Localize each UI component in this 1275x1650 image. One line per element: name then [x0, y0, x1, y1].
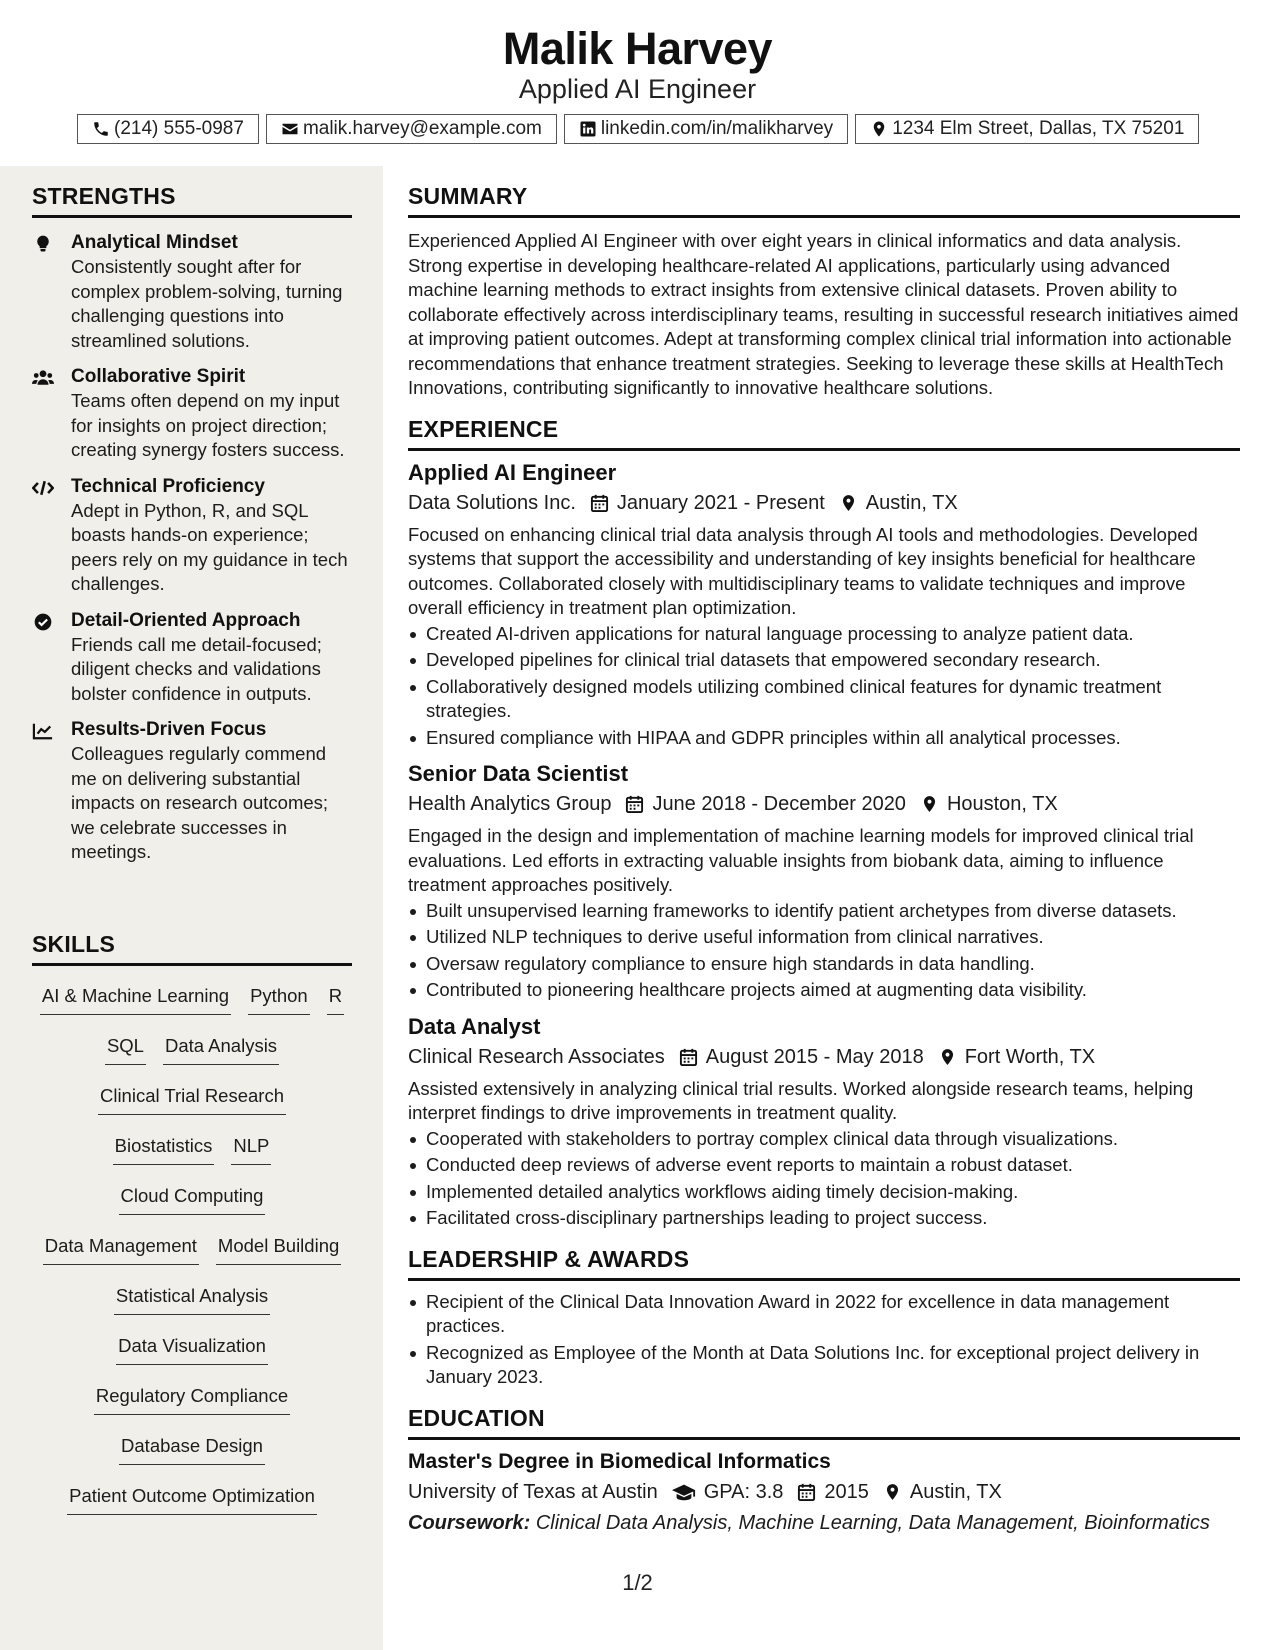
- strengths-section: [32, 182, 352, 865]
- job-bullet: Created AI-driven applications for natural language processing to analyze patient data.: [408, 622, 1240, 647]
- lightbulb-icon: [32, 234, 54, 254]
- awards-section: [408, 1245, 1240, 1390]
- contact-address-text: 1234 Elm Street, Dallas, TX 75201: [892, 118, 1185, 139]
- job-location: Austin, TX: [865, 491, 958, 514]
- main-column: [408, 166, 1240, 1538]
- contact-address: [855, 114, 1199, 144]
- school-location: Austin, TX: [909, 1480, 1002, 1503]
- chart-line-icon: [32, 721, 54, 741]
- check-circle-icon: [32, 612, 54, 632]
- job-bullets: [408, 899, 1240, 1003]
- graduation-year: 2015: [824, 1480, 869, 1503]
- skill-tag: Statistical Analysis: [114, 1276, 270, 1315]
- job-title: Data Analyst: [408, 1013, 541, 1039]
- job-bullet: Conducted deep reviews of adverse event reports to maintain a robust dataset.: [408, 1153, 1240, 1178]
- strength-title: Detail-Oriented Approach: [71, 609, 301, 631]
- strength-item: [32, 475, 352, 597]
- skill-tag: Data Analysis: [163, 1026, 279, 1065]
- job-bullet: Utilized NLP techniques to derive useful information from clinical narratives.: [408, 925, 1240, 950]
- job-location: Houston, TX: [946, 793, 1058, 815]
- skill-tag: AI & Machine Learning: [40, 976, 231, 1015]
- linkedin-icon: [579, 120, 597, 138]
- calendar-icon: [679, 1047, 698, 1067]
- job-description: Assisted extensively in analyzing clinical trial results. Worked alongside research teams, helping interpret findings to drive improvements in treatment quality.: [408, 1077, 1194, 1123]
- strength-item: [32, 609, 352, 707]
- map-pin-icon: [883, 1482, 902, 1502]
- users-icon: [32, 368, 54, 388]
- job-dates: June 2018 - December 2020: [652, 793, 906, 815]
- skills-title: SKILLS: [32, 930, 352, 966]
- strength-title: Results-Driven Focus: [71, 719, 267, 740]
- calendar-icon: [797, 1482, 816, 1502]
- skill-tag: Data Management: [43, 1226, 199, 1265]
- job-bullet: Cooperated with stakeholders to portray complex clinical data through visualizations.: [408, 1127, 1240, 1152]
- sidebar: [0, 166, 383, 1650]
- job-meta: [408, 488, 1240, 518]
- job-dates: January 2021 - Present: [616, 491, 825, 514]
- contact-email-text: malik.harvey@example.com: [302, 118, 542, 139]
- skill-tag: R: [327, 976, 344, 1015]
- job-description: Engaged in the design and implementation of machine learning models for improved clinical trial evaluations. Led efforts in extracting valuable insights from biobank data, aiming to influence treatment approaches positively.: [408, 825, 1194, 895]
- job-meta: [408, 789, 1240, 819]
- contact-linkedin-text: linkedin.com/in/malikharvey: [600, 118, 834, 139]
- degree-title: Master's Degree in Biomedical Informatics: [408, 1449, 831, 1473]
- resume-header: [0, 0, 1275, 166]
- calendar-icon: [625, 794, 644, 814]
- award-item: Recipient of the Clinical Data Innovation Award in 2022 for excellence in data management practices.: [408, 1290, 1240, 1339]
- contact-phone-text: (214) 555-0987: [114, 118, 244, 139]
- skill-tag: Clinical Trial Research: [98, 1076, 286, 1115]
- skill-tag: Biostatistics: [113, 1126, 215, 1165]
- code-icon: [32, 478, 54, 498]
- job-bullet: Ensured compliance with HIPAA and GDPR principles within all analytical processes.: [408, 726, 1240, 751]
- job-title: Applied AI Engineer: [408, 459, 617, 485]
- page-number: 1/2: [622, 1570, 653, 1595]
- job-dates: August 2015 - May 2018: [705, 1045, 924, 1068]
- skills-section: [32, 930, 352, 1526]
- job-bullet: Implemented detailed analytics workflows aiding timely decision-making.: [408, 1180, 1240, 1205]
- skill-tag: Model Building: [216, 1226, 341, 1265]
- summary-text: Experienced Applied AI Engineer with over eight years in clinical informatics and data analysis. Strong expertise in developing healthcare-related AI applications, particularly using advanced machine learning methods to extract insights from extensive clinical datasets. Proven ability to collaborate effectively across interdisciplinary teams, resulting in successful research initiatives aimed at improving patient outcomes. Adept at transforming complex clinical trial information into actionable recommendations that enhance treatment strategies. Seeking to leverage these skills at HealthTech Innovations, contributing significantly to innovative healthcare solutions.: [408, 230, 1239, 398]
- education-title: EDUCATION: [408, 1404, 1240, 1440]
- contact-linkedin: [564, 114, 848, 144]
- skill-tag: NLP: [231, 1126, 271, 1165]
- skill-tag: Cloud Computing: [119, 1176, 266, 1215]
- job-bullet: Oversaw regulatory compliance to ensure high standards in data handling.: [408, 952, 1240, 977]
- job-bullets: [408, 1127, 1240, 1231]
- job-entry: [408, 459, 1240, 751]
- contact-row: [77, 114, 1199, 144]
- skill-tag: Regulatory Compliance: [94, 1376, 290, 1415]
- awards-title: LEADERSHIP & AWARDS: [408, 1245, 1240, 1281]
- phone-icon: [92, 120, 110, 138]
- summary-section: [408, 166, 1240, 401]
- strength-title: Analytical Mindset: [71, 232, 238, 253]
- graduation-cap-icon: [672, 1482, 696, 1502]
- skill-tag: SQL: [105, 1026, 146, 1065]
- strength-desc: Colleagues regularly commend me on delivering substantial impacts on research outcomes; we celebrate successes in meetings.: [71, 743, 329, 862]
- job-title: Senior Data Scientist: [408, 761, 629, 786]
- contact-phone: [77, 114, 259, 144]
- skill-tag: Data Visualization: [116, 1326, 268, 1365]
- job-meta: [408, 1042, 1240, 1072]
- strength-desc: Consistently sought after for complex problem-solving, turning challenging questions into streamlined solutions.: [71, 256, 343, 351]
- strength-desc: Friends call me detail-focused; diligent checks and validations bolster confidence in outputs.: [71, 633, 322, 704]
- candidate-name: Malik Harvey: [502, 23, 773, 74]
- skill-tag: Python: [248, 976, 310, 1015]
- coursework-list: Clinical Data Analysis, Machine Learning, Data Management, Bioinformatics: [535, 1511, 1210, 1534]
- job-bullet: Collaboratively designed models utilizing combined clinical features for dynamic treatment strategies.: [408, 675, 1240, 724]
- education-entry: [408, 1448, 1240, 1538]
- job-bullets: [408, 622, 1240, 751]
- job-location: Fort Worth, TX: [964, 1045, 1096, 1068]
- education-meta: [408, 1477, 1240, 1507]
- summary-title: SUMMARY: [408, 182, 1240, 218]
- job-company: Data Solutions Inc.: [408, 491, 576, 514]
- map-pin-icon: [839, 493, 858, 513]
- awards-list: [408, 1290, 1240, 1390]
- calendar-icon: [590, 493, 609, 513]
- strength-title: Technical Proficiency: [71, 475, 265, 497]
- experience-section: [408, 415, 1240, 1231]
- candidate-role: Applied AI Engineer: [518, 74, 757, 104]
- map-pin-icon: [870, 120, 888, 138]
- education-section: [408, 1404, 1240, 1538]
- map-pin-icon: [920, 794, 939, 814]
- skills-list: [32, 976, 352, 1526]
- strength-title: Collaborative Spirit: [71, 366, 246, 387]
- job-entry: [408, 760, 1240, 1003]
- job-description: Focused on enhancing clinical trial data analysis through AI tools and methodologies. Developed systems that support the accessibility and understanding of key insights beneficial for healthcare outcomes. Collaborated closely with multidisciplinary teams to validate techniques and improve overall efficiency in treatment plan optimization.: [408, 523, 1198, 618]
- job-company: Health Analytics Group: [408, 793, 612, 815]
- gpa: GPA: 3.8: [703, 1480, 784, 1503]
- job-entry: [408, 1013, 1240, 1231]
- coursework-label: Coursework:: [408, 1511, 531, 1534]
- contact-email: [266, 114, 557, 144]
- strength-desc: Adept in Python, R, and SQL boasts hands-on experience; peers rely on my guidance in tech challenges.: [71, 499, 348, 594]
- job-company: Clinical Research Associates: [408, 1045, 665, 1068]
- strength-desc: Teams often depend on my input for insights on project direction; creating synergy fosters success.: [71, 390, 345, 460]
- skill-tag: Database Design: [119, 1426, 265, 1465]
- strengths-title: STRENGTHS: [32, 182, 352, 218]
- award-item: Recognized as Employee of the Month at Data Solutions Inc. for exceptional project delivery in January 2023.: [408, 1341, 1240, 1390]
- school-name: University of Texas at Austin: [408, 1480, 658, 1503]
- coursework: [408, 1508, 1240, 1538]
- strength-item: [32, 718, 352, 865]
- experience-title: EXPERIENCE: [408, 415, 1240, 451]
- skill-tag: Patient Outcome Optimization: [67, 1476, 317, 1515]
- job-bullet: Built unsupervised learning frameworks to identify patient archetypes from diverse datasets.: [408, 899, 1240, 924]
- envelope-icon: [281, 120, 299, 138]
- strength-item: [32, 365, 352, 463]
- job-bullet: Facilitated cross-disciplinary partnerships leading to project success.: [408, 1206, 1240, 1231]
- map-pin-icon: [938, 1047, 957, 1067]
- job-bullet: Developed pipelines for clinical trial datasets that empowered secondary research.: [408, 648, 1240, 673]
- job-bullet: Contributed to pioneering healthcare projects aimed at augmenting data visibility.: [408, 978, 1240, 1003]
- strength-item: [32, 231, 352, 353]
